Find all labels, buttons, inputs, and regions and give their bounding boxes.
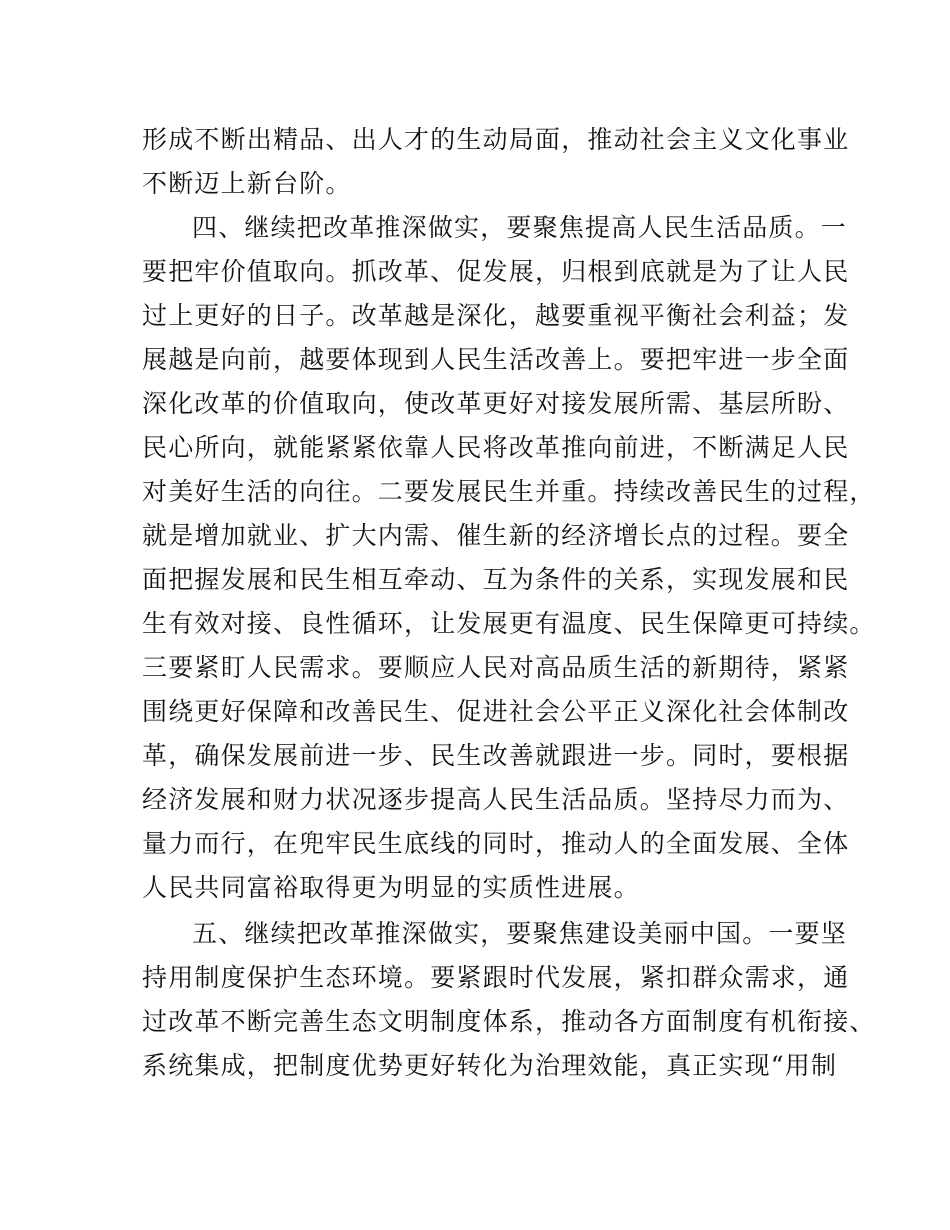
paragraph-section-four xyxy=(142,206,876,910)
text-line: 形成不断出精品、出人才的生动局面，推动社会主义文化事业 xyxy=(142,125,850,154)
text-line: 不断迈上新台阶。 xyxy=(142,169,352,198)
text-line: 革，确保发展前进一步、民生改善就跟进一步。同时，要根据 xyxy=(142,741,850,770)
text-line: 过上更好的日子。改革越是深化，越要重视平衡社会利益；发 xyxy=(142,301,850,330)
text-line: 系统集成，把制度优势更好转化为治理效能，真正实现“用制 xyxy=(142,1051,838,1080)
text-line: 量力而行，在兜牢民生底线的同时，推动人的全面发展、全体 xyxy=(142,829,850,858)
text-line: 五、继续把改革推深做实，要聚焦建设美丽中国。一要坚 xyxy=(192,919,848,948)
text-line: 经济发展和财力状况逐步提高人民生活品质。坚持尽力而为、 xyxy=(142,785,850,814)
text-line: 四、继续把改革推深做实，要聚焦提高人民生活品质。一 xyxy=(192,213,848,242)
text-line: 要把牢价值取向。抓改革、促发展，归根到底就是为了让人民 xyxy=(142,257,850,286)
text-line: 民心所向，就能紧紧依靠人民将改革推向前进，不断满足人民 xyxy=(142,433,850,462)
paragraph-continuation xyxy=(142,118,850,206)
text-line: 围绕更好保障和改善民生、促进社会公平正义深化社会体制改 xyxy=(142,697,850,726)
text-line: 人民共同富裕取得更为明显的实质性进展。 xyxy=(142,873,640,902)
paragraph-section-five xyxy=(142,912,876,1088)
text-line: 三要紧盯人民需求。要顺应人民对高品质生活的新期待，紧紧 xyxy=(142,653,850,682)
text-line: 就是增加就业、扩大内需、催生新的经济增长点的过程。要全 xyxy=(142,521,850,550)
text-line: 持用制度保护生态环境。要紧跟时代发展，紧扣群众需求，通 xyxy=(142,963,850,992)
text-line: 生有效对接、良性循环，让发展更有温度、民生保障更可持续。 xyxy=(142,609,876,638)
text-line: 展越是向前，越要体现到人民生活改善上。要把牢进一步全面 xyxy=(142,345,850,374)
text-line: 对美好生活的向往。二要发展民生并重。持续改善民生的过程， xyxy=(142,477,876,506)
text-line: 深化改革的价值取向，使改革更好对接发展所需、基层所盼、 xyxy=(142,389,850,418)
text-line: 面把握发展和民生相互牵动、互为条件的关系，实现发展和民 xyxy=(142,565,850,594)
text-line: 过改革不断完善生态文明制度体系，推动各方面制度有机衔接、 xyxy=(142,1007,876,1036)
